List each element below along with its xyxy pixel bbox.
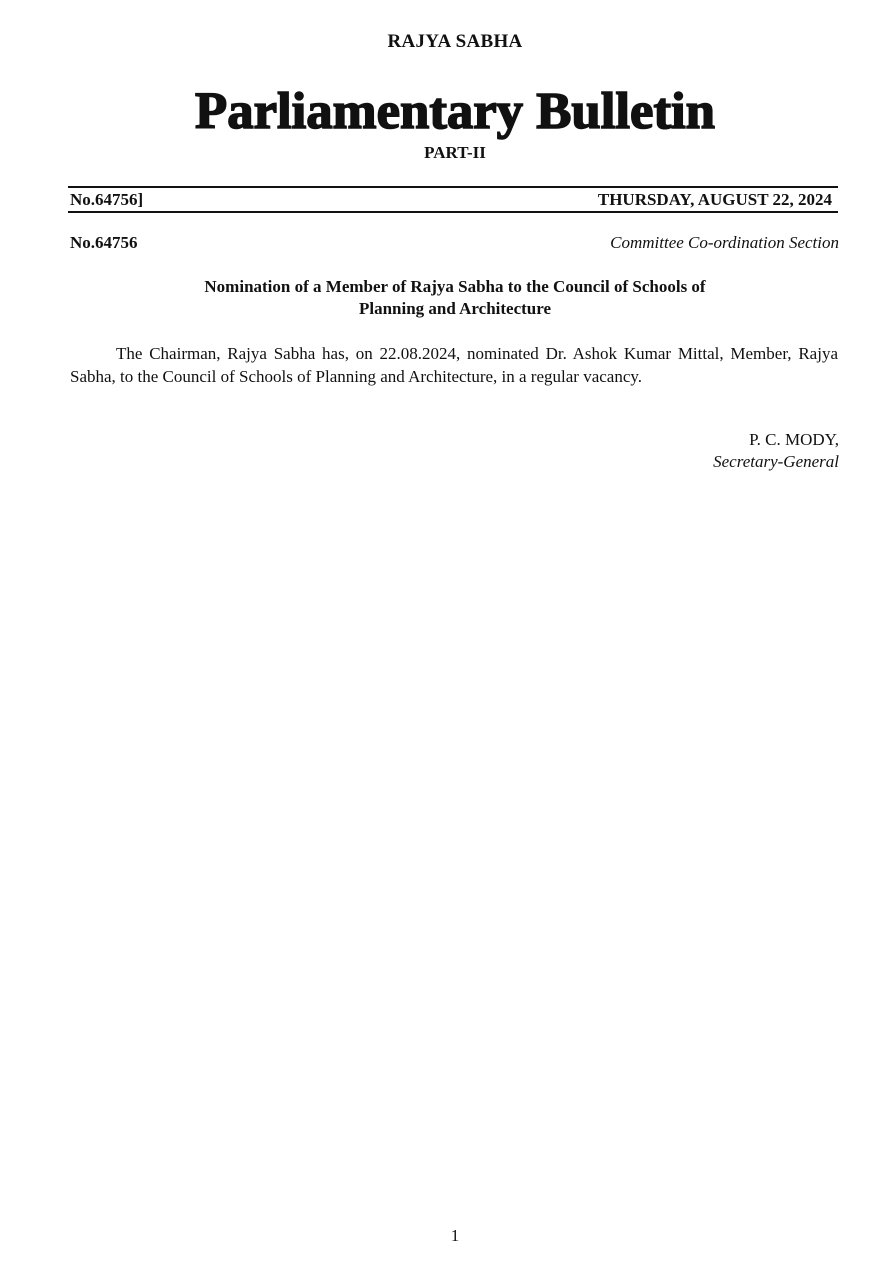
header-rule-top <box>68 186 838 188</box>
signer-designation: Secretary-General <box>713 452 839 471</box>
part-label: PART-II <box>424 143 486 162</box>
issue-number: No.64756] <box>70 190 144 209</box>
entry-body: The Chairman, Rajya Sabha has, on 22.08.2024, nominated Dr. Ashok Kumar Mittal, Member, Rajya Sabha, to the Council of Schools of Planning and Architecture, in a regular vacancy. <box>70 344 838 386</box>
entry-heading <box>90 276 820 320</box>
entry-heading-line-2: Planning and Architecture <box>358 299 552 318</box>
entry-heading-line-1: Nomination of a Member of Rajya Sabha to the Council of Schools of <box>204 277 706 296</box>
section-name: Committee Co-ordination Section <box>610 233 839 252</box>
house-name: RAJYA SABHA <box>387 31 523 52</box>
signature-block <box>713 429 839 473</box>
masthead-title: Parliamentary Bulletin <box>195 83 716 140</box>
entry-number: No.64756 <box>70 233 138 252</box>
bulletin-masthead <box>0 76 895 148</box>
signer-name: P. C. MODY, <box>749 430 839 449</box>
issue-date: THURSDAY, AUGUST 22, 2024 <box>597 190 832 209</box>
page-number: 1 <box>450 1226 460 1245</box>
header-rule-bottom <box>68 211 838 213</box>
